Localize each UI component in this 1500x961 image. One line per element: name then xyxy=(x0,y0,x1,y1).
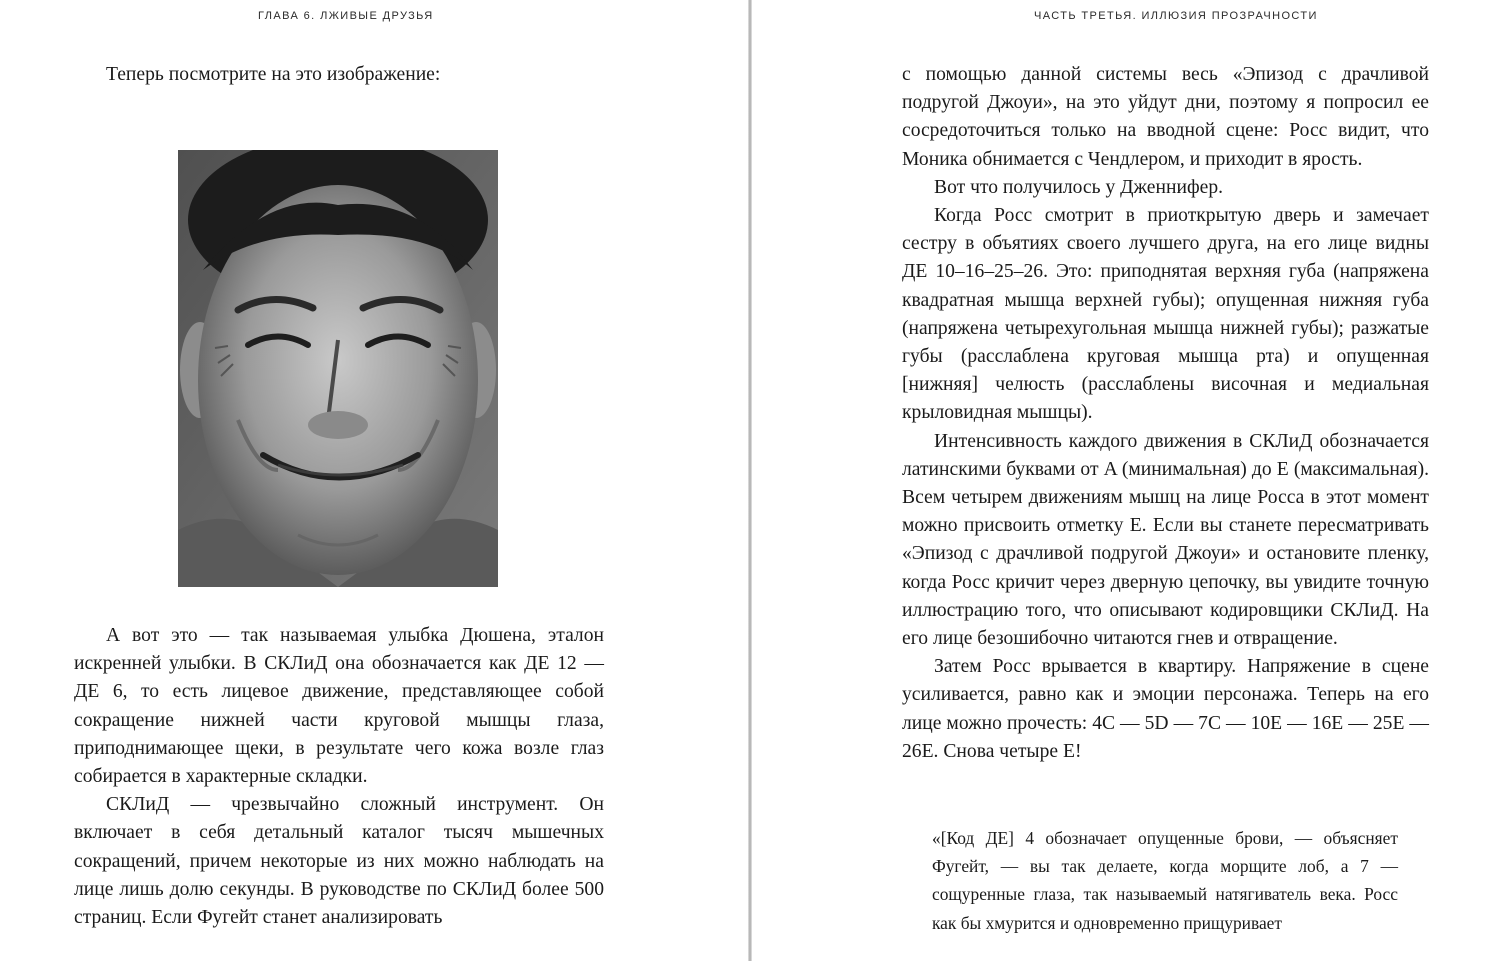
paragraph: Когда Росс смотрит в приоткрытую дверь и замечает сестру в объятиях своего лучшего друга, на его лице видны ДЕ 10–16–25–26. Это: приподнятая верхняя губа (напряжена квадратная мышца верхней губы); опущенная нижняя губа (напряжена четырехугольная мышца нижней губы); разжатые губы (расслаблена круговая мышца рта) и опущенная [нижняя] челюсть (расслаблены височная и медиальная крыловидная мышцы). xyxy=(902,205,1429,424)
right-body-text xyxy=(902,61,1429,766)
quote-text: «[Код ДЕ] 4 обозначает опущенные брови, — объясняет Фугейт, — вы так делаете, когда морщите лоб, а 7 — сощуренные глаза, так называемый натягиватель века. Росс как бы хмурится и одновременно прищуривает xyxy=(932,828,1398,933)
running-head-right: ЧАСТЬ ТРЕТЬЯ. ИЛЛЮЗИЯ ПРОЗРАЧНОСТИ xyxy=(1034,10,1318,22)
right-page xyxy=(752,0,1500,961)
running-head-left: ГЛАВА 6. ЛЖИВЫЕ ДРУЗЬЯ xyxy=(258,10,434,22)
paragraph: А вот это — так называемая улыбка Дюшена, эталон искренней улыбки. В СКЛиД она обозначается как ДЕ 12 — ДЕ 6, то есть лицевое движение, представляющее собой сокращение нижней части круговой мышцы глаза, приподнимающее щеки, в результате чего кожа возле глаз собирается в характерные складки. xyxy=(74,625,604,788)
paragraph: СКЛиД — чрезвычайно сложный инструмент. Он включает в себя детальный каталог тысяч мышечных сокращений, причем некоторые из них можно наблюдать на лице лишь долю секунды. В руководстве по СКЛиД более 500 страниц. Если Фугейт станет анализировать xyxy=(74,794,604,929)
smiling-man-portrait-photo-icon xyxy=(178,150,498,587)
paragraph: Вот что получилось у Дженнифер. xyxy=(934,176,1224,198)
intro-line: Теперь посмотрите на это изображение: xyxy=(106,64,441,85)
left-page xyxy=(0,0,748,961)
intro-text xyxy=(74,61,604,89)
paragraph: Затем Росс врывается в квартиру. Напряжение в сцене усиливается, равно как и эмоции персонажа. Теперь на его лице можно прочесть: 4C — 5D — 7C — 10E — 16E — 25E — 26E. Снова четыре E! xyxy=(902,656,1429,762)
portrait-photo xyxy=(178,150,498,587)
block-quote xyxy=(932,824,1398,937)
left-body-text xyxy=(74,622,604,932)
paragraph: с помощью данной системы весь «Эпизод с драчливой подругой Джоуи», на это уйдут дни, поэтому я попросил ее сосредоточиться только на вводной сцене: Росс видит, что Моника обнимается с Чендлером, и приходит в ярость. xyxy=(902,64,1429,170)
paragraph: Интенсивность каждого движения в СКЛиД обозначается латинскими буквами от A (минимальная) до E (максимальная). Всем четырем движениям мышц на лице Росса в этот момент можно присвоить отметку E. Если вы станете пересматривать «Эпизод с драчливой подругой Джоуи» и остановите пленку, когда Росс кричит через дверную цепочку, вы увидите точную иллюстрацию того, что описывают кодировщики СКЛиД. На его лице безошибочно читаются гнев и отвращение. xyxy=(902,430,1429,650)
